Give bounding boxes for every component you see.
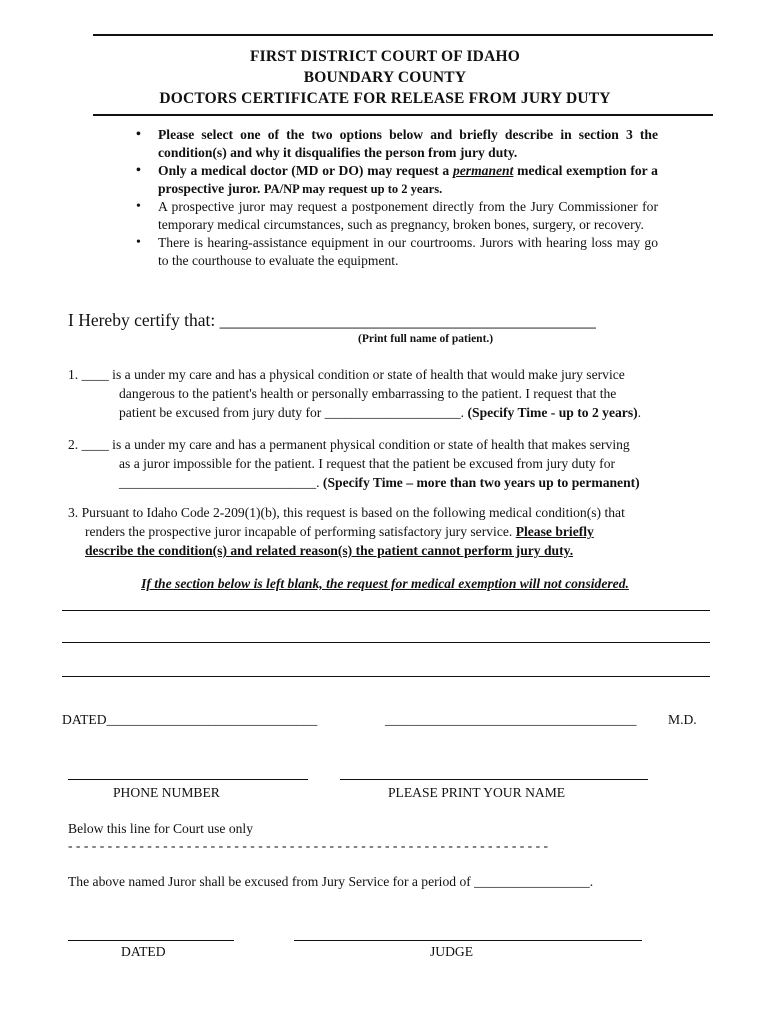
option-2-time-blank[interactable]: _____________________________. [119,475,320,490]
excusal-period-statement: The above named Juror shall be excused from Jury Service for a period of _________________. [68,874,594,889]
option-3-line1: 3. Pursuant to Idaho Code 2-209(1)(b), this request is based on the following medical condition(s) that [68,505,625,520]
certify-lead: I Hereby certify that: [68,310,216,330]
option-3 [68,503,704,560]
option-2-line1: 2. ____ is a under my care and has a permanent physical condition or state of health that makes serving [68,437,630,452]
option-3-describe-a: Please briefly [515,524,594,539]
md-label: M.D. [668,712,697,727]
patient-name-blank[interactable]: ___________________________________________ [219,310,596,330]
option-1-line2: dangerous to the patient's health or personally embarrassing to the patient. I request that the [119,386,617,401]
option-1-period: . [637,405,642,420]
dated-field[interactable]: DATED_______________________________ [62,712,318,727]
court-use-divider: - - - - - - - - - - - - - - - - - - - - - - - - - - - - - - - - - - - - - - - - - - - - - - - - - - - - - - - - - - - - - [68,838,549,853]
phone-line[interactable] [68,779,308,780]
option-2-time-note: (Specify Time – more than two years up to permanent) [322,475,640,490]
option-2-line2: as a juror impossible for the patient. I request that the patient be excused from jury duty for [119,456,616,471]
doctor-signature-line[interactable]: _____________________________________ [385,712,637,727]
print-name-line[interactable] [340,779,648,780]
patient-name-caption: (Print full name of patient.) [358,333,494,345]
option-2 [68,435,704,492]
instruction-postponement: • A prospective juror may request a postponement directly from the Jury Commissioner for temporary medical circumstances, such as pregnancy, broken bones, surgery, or recovery. [136,198,658,234]
court-dated-line[interactable] [68,940,234,941]
option-1 [68,365,704,422]
pa-np-note: PA/NP may request up to 2 years. [263,182,443,196]
md-text-2: medical exemption for a prospective juror. [158,163,658,196]
permanent-emphasis: permanent [452,163,514,178]
option-3-text: renders the prospective juror incapable of performing satisfactory jury service. [85,524,513,539]
description-line-1[interactable] [62,610,710,611]
court-use-label: Below this line for Court use only [68,821,254,836]
judge-label: JUDGE [430,944,474,959]
description-line-2[interactable] [62,642,710,643]
print-name-label: PLEASE PRINT YOUR NAME [388,785,566,800]
option-1-time-note: (Specify Time - up to 2 years) [467,405,638,420]
instruction-hearing: • There is hearing-assistance equipment in our courtrooms. Jurors with hearing loss may go to the courthouse to evaluate the equipment. [136,234,658,270]
court-dated-label: DATED [121,944,166,959]
md-text-1: Only a medical doctor (MD or DO) may request a [158,163,450,178]
option-1-line3 [68,403,704,422]
blank-warning: If the section below is left blank, the request for medical exemption will not considered. [141,576,629,591]
description-line-3[interactable] [62,676,710,677]
header-rule [93,114,713,116]
option-1-line1: 1. ____ is a under my care and has a physical condition or state of health that would make jury service [68,367,625,382]
instruction-select-option: • Please select one of the two options below and briefly describe in section 3 the condition(s) and why it disqualifies the person from jury duty. [136,126,658,162]
instructions-list [136,126,658,270]
judge-signature-line[interactable] [294,940,642,941]
option-3-describe-b: describe the condition(s) and related reason(s) the patient cannot perform jury duty. [85,543,574,558]
court-name: FIRST DISTRICT COURT OF IDAHO [250,48,520,65]
option-2-line3 [68,473,704,492]
option-3-line2 [68,522,704,541]
instruction-md-only [136,162,658,198]
option-1-time-blank[interactable]: patient be excused from jury duty for ____________________. [119,405,465,420]
certify-line [68,310,596,331]
phone-label: PHONE NUMBER [113,785,220,800]
top-rule [93,34,713,36]
form-title: DOCTORS CERTIFICATE FOR RELEASE FROM JURY DUTY [159,90,611,107]
county-name: BOUNDARY COUNTY [303,69,467,86]
